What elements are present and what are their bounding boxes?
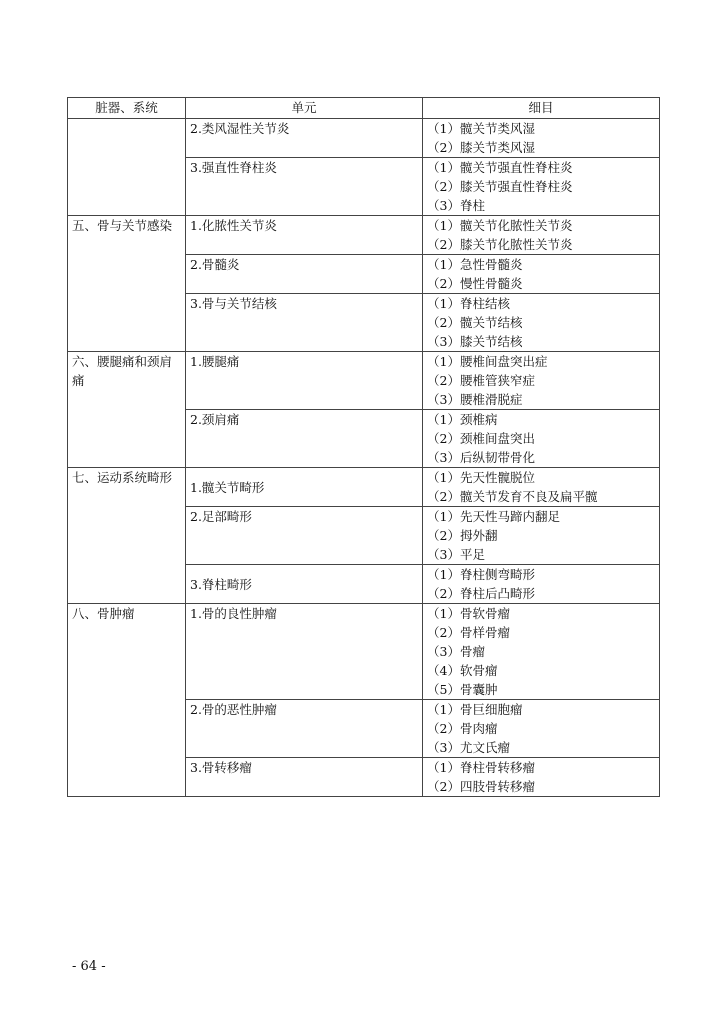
detail-item: （3）腰椎滑脱症 — [427, 392, 523, 407]
details-cell — [423, 255, 660, 294]
detail-item: （2）腰椎管狭窄症 — [427, 373, 535, 388]
details-cell — [423, 352, 660, 410]
table-body — [68, 119, 660, 797]
organ-system-cell: 八、骨肿瘤 — [68, 604, 186, 797]
detail-item: （1）脊柱侧弯畸形 — [427, 567, 535, 582]
detail-item: （2）拇外翻 — [427, 528, 498, 543]
details-cell — [423, 410, 660, 468]
header-unit: 单元 — [186, 98, 423, 119]
detail-item: （1）腰椎间盘突出症 — [427, 354, 548, 369]
unit-cell: 3.骨与关节结核 — [186, 294, 423, 352]
organ-system-cell: 七、运动系统畸形 — [68, 468, 186, 604]
detail-item: （3）后纵韧带骨化 — [427, 450, 535, 465]
details-cell — [423, 604, 660, 700]
details-cell — [423, 565, 660, 604]
detail-item: （1）先天性马蹄内翻足 — [427, 509, 560, 524]
header-details: 细目 — [423, 98, 660, 119]
detail-item: （3）脊柱 — [427, 198, 485, 213]
unit-cell: 3.脊柱畸形 — [186, 565, 423, 604]
page-number: - 64 - — [72, 959, 106, 974]
unit-cell: 3.骨转移瘤 — [186, 758, 423, 797]
detail-item: （1）骨软骨瘤 — [427, 606, 510, 621]
table-row — [68, 216, 660, 255]
unit-cell: 3.强直性脊柱炎 — [186, 158, 423, 216]
detail-item: （1）骨巨细胞瘤 — [427, 702, 523, 717]
detail-item: （3）尤文氏瘤 — [427, 740, 510, 755]
unit-cell: 1.化脓性关节炎 — [186, 216, 423, 255]
unit-cell: 1.髋关节畸形 — [186, 468, 423, 507]
unit-cell: 2.颈肩痛 — [186, 410, 423, 468]
unit-cell: 2.类风湿性关节炎 — [186, 119, 423, 158]
detail-item: （2）慢性骨髓炎 — [427, 276, 523, 291]
detail-item: （2）髋关节结核 — [427, 315, 523, 330]
unit-cell: 1.骨的良性肿瘤 — [186, 604, 423, 700]
detail-item: （1）髋关节化脓性关节炎 — [427, 218, 573, 233]
table-header-row — [68, 98, 660, 119]
details-cell — [423, 119, 660, 158]
details-cell — [423, 700, 660, 758]
detail-item: （3）骨瘤 — [427, 644, 485, 659]
organ-system-cell — [68, 119, 186, 216]
table-row — [68, 604, 660, 700]
detail-item: （2）膝关节强直性脊柱炎 — [427, 179, 573, 194]
detail-item: （1）脊柱结核 — [427, 296, 510, 311]
table-row — [68, 352, 660, 410]
details-cell — [423, 158, 660, 216]
detail-item: （2）颈椎间盘突出 — [427, 431, 535, 446]
unit-cell: 2.足部畸形 — [186, 507, 423, 565]
detail-item: （2）髋关节发育不良及扁平髋 — [427, 489, 598, 504]
details-cell — [423, 507, 660, 565]
detail-item: （1）髋关节强直性脊柱炎 — [427, 160, 573, 175]
detail-item: （1）先天性髋脱位 — [427, 470, 535, 485]
unit-cell: 1.腰腿痛 — [186, 352, 423, 410]
detail-item: （2）脊柱后凸畸形 — [427, 586, 535, 601]
details-cell — [423, 758, 660, 797]
unit-cell: 2.骨的恶性肿瘤 — [186, 700, 423, 758]
detail-item: （3）平足 — [427, 547, 485, 562]
detail-item: （2）膝关节类风湿 — [427, 140, 535, 155]
organ-system-cell: 六、腰腿痛和颈肩痛 — [68, 352, 186, 468]
header-organ-system: 脏器、系统 — [68, 98, 186, 119]
detail-item: （1）颈椎病 — [427, 412, 498, 427]
details-cell — [423, 294, 660, 352]
syllabus-table — [67, 97, 660, 797]
details-cell — [423, 216, 660, 255]
detail-item: （5）骨囊肿 — [427, 682, 498, 697]
unit-cell: 2.骨髓炎 — [186, 255, 423, 294]
detail-item: （4）软骨瘤 — [427, 663, 498, 678]
detail-item: （1）急性骨髓炎 — [427, 257, 523, 272]
organ-system-cell: 五、骨与关节感染 — [68, 216, 186, 352]
detail-item: （2）膝关节化脓性关节炎 — [427, 237, 573, 252]
detail-item: （3）膝关节结核 — [427, 334, 523, 349]
detail-item: （1）髋关节类风湿 — [427, 121, 535, 136]
details-cell — [423, 468, 660, 507]
detail-item: （2）骨肉瘤 — [427, 721, 498, 736]
detail-item: （2）骨样骨瘤 — [427, 625, 510, 640]
detail-item: （2）四肢骨转移瘤 — [427, 779, 535, 794]
table-row — [68, 468, 660, 507]
detail-item: （1）脊柱骨转移瘤 — [427, 760, 535, 775]
table-row — [68, 119, 660, 158]
